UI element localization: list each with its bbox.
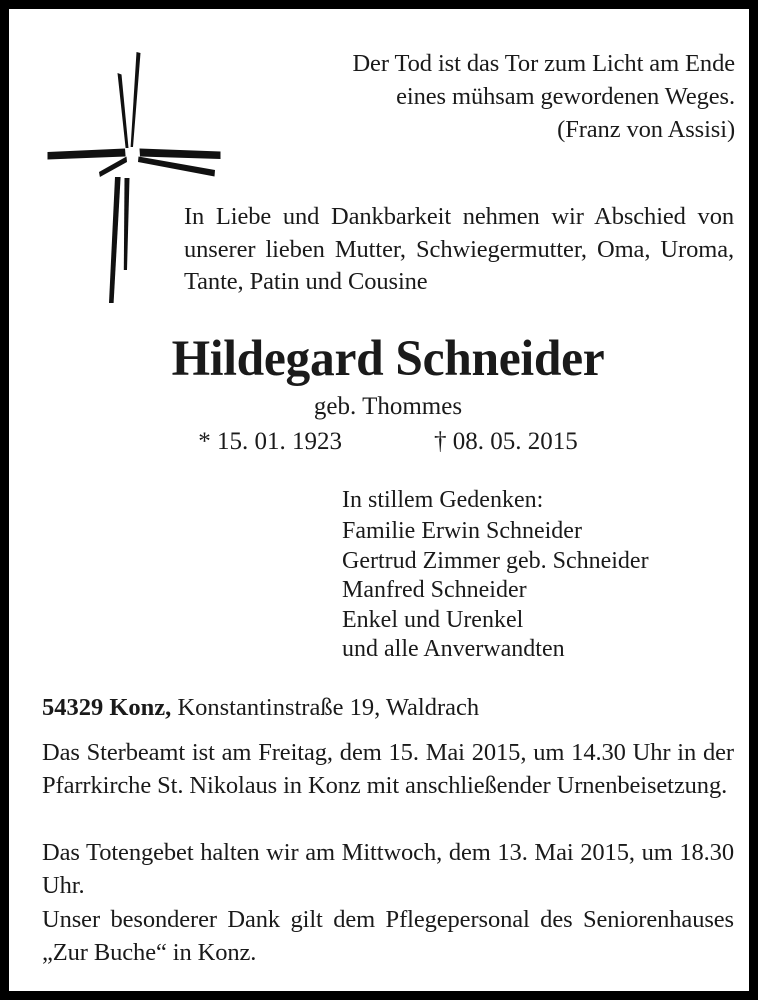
address-street: Konstantinstraße 19, Waldrach [171, 694, 480, 721]
mourner-item: und alle Anverwandten [342, 636, 565, 663]
service-paragraph-thanks: Unser besonderer Dank gilt dem Pflegepersonal des Seniorenhauses „Zur Buche“ in Konz. [42, 906, 734, 966]
mourners-block [342, 486, 734, 664]
life-dates [42, 425, 734, 459]
mourner-item: Enkel und Urenkel [342, 606, 524, 633]
mourner-item: Familie Erwin Schneider [342, 518, 582, 545]
quote-attribution: (Franz von Assisi) [557, 116, 735, 143]
mourner-item: Manfred Schneider [342, 577, 527, 604]
birth-date-value: 15. 01. 1923 [217, 428, 342, 455]
maiden-name: geb. Thommes [313, 393, 463, 420]
death-date-value: 08. 05. 2015 [452, 428, 578, 455]
address-line [42, 692, 734, 723]
mourners-heading: In stillem Gedenken: [342, 487, 544, 513]
address-city: 54329 Konz, [42, 694, 172, 721]
deceased-block [42, 331, 734, 459]
quote-line-2: eines mühsam gewordenen Weges. [396, 83, 735, 110]
service-paragraph-requiem: Das Sterbeamt ist am Freitag, dem 15. Mai 2015, um 14.30 Uhr in der Pfarrkirche St. Nikolaus in Konz mit anschließender Urnenbeisetzung. [42, 739, 734, 799]
birth-date [198, 425, 342, 459]
farewell-text: In Liebe und Dankbarkeit nehmen wir Abschied von unserer lieben Mutter, Schwiegermutter, Oma, Uroma, Tante, Patin und Cousine [184, 203, 734, 295]
mourner-item: Gertrud Zimmer geb. Schneider [342, 547, 649, 574]
birth-symbol-icon: * [198, 428, 211, 455]
notice-sheet [9, 9, 749, 991]
death-date [434, 425, 578, 459]
quote-line-1: Der Tod ist das Tor zum Licht am Ende [352, 50, 735, 77]
quotation-block [259, 47, 735, 146]
deceased-name: Hildegard Schneider [171, 331, 605, 387]
dagger-icon: † [434, 428, 447, 455]
service-paragraph-prayer: Das Totengebet halten wir am Mittwoch, dem 13. Mai 2015, um 18.30 Uhr. [42, 839, 734, 899]
